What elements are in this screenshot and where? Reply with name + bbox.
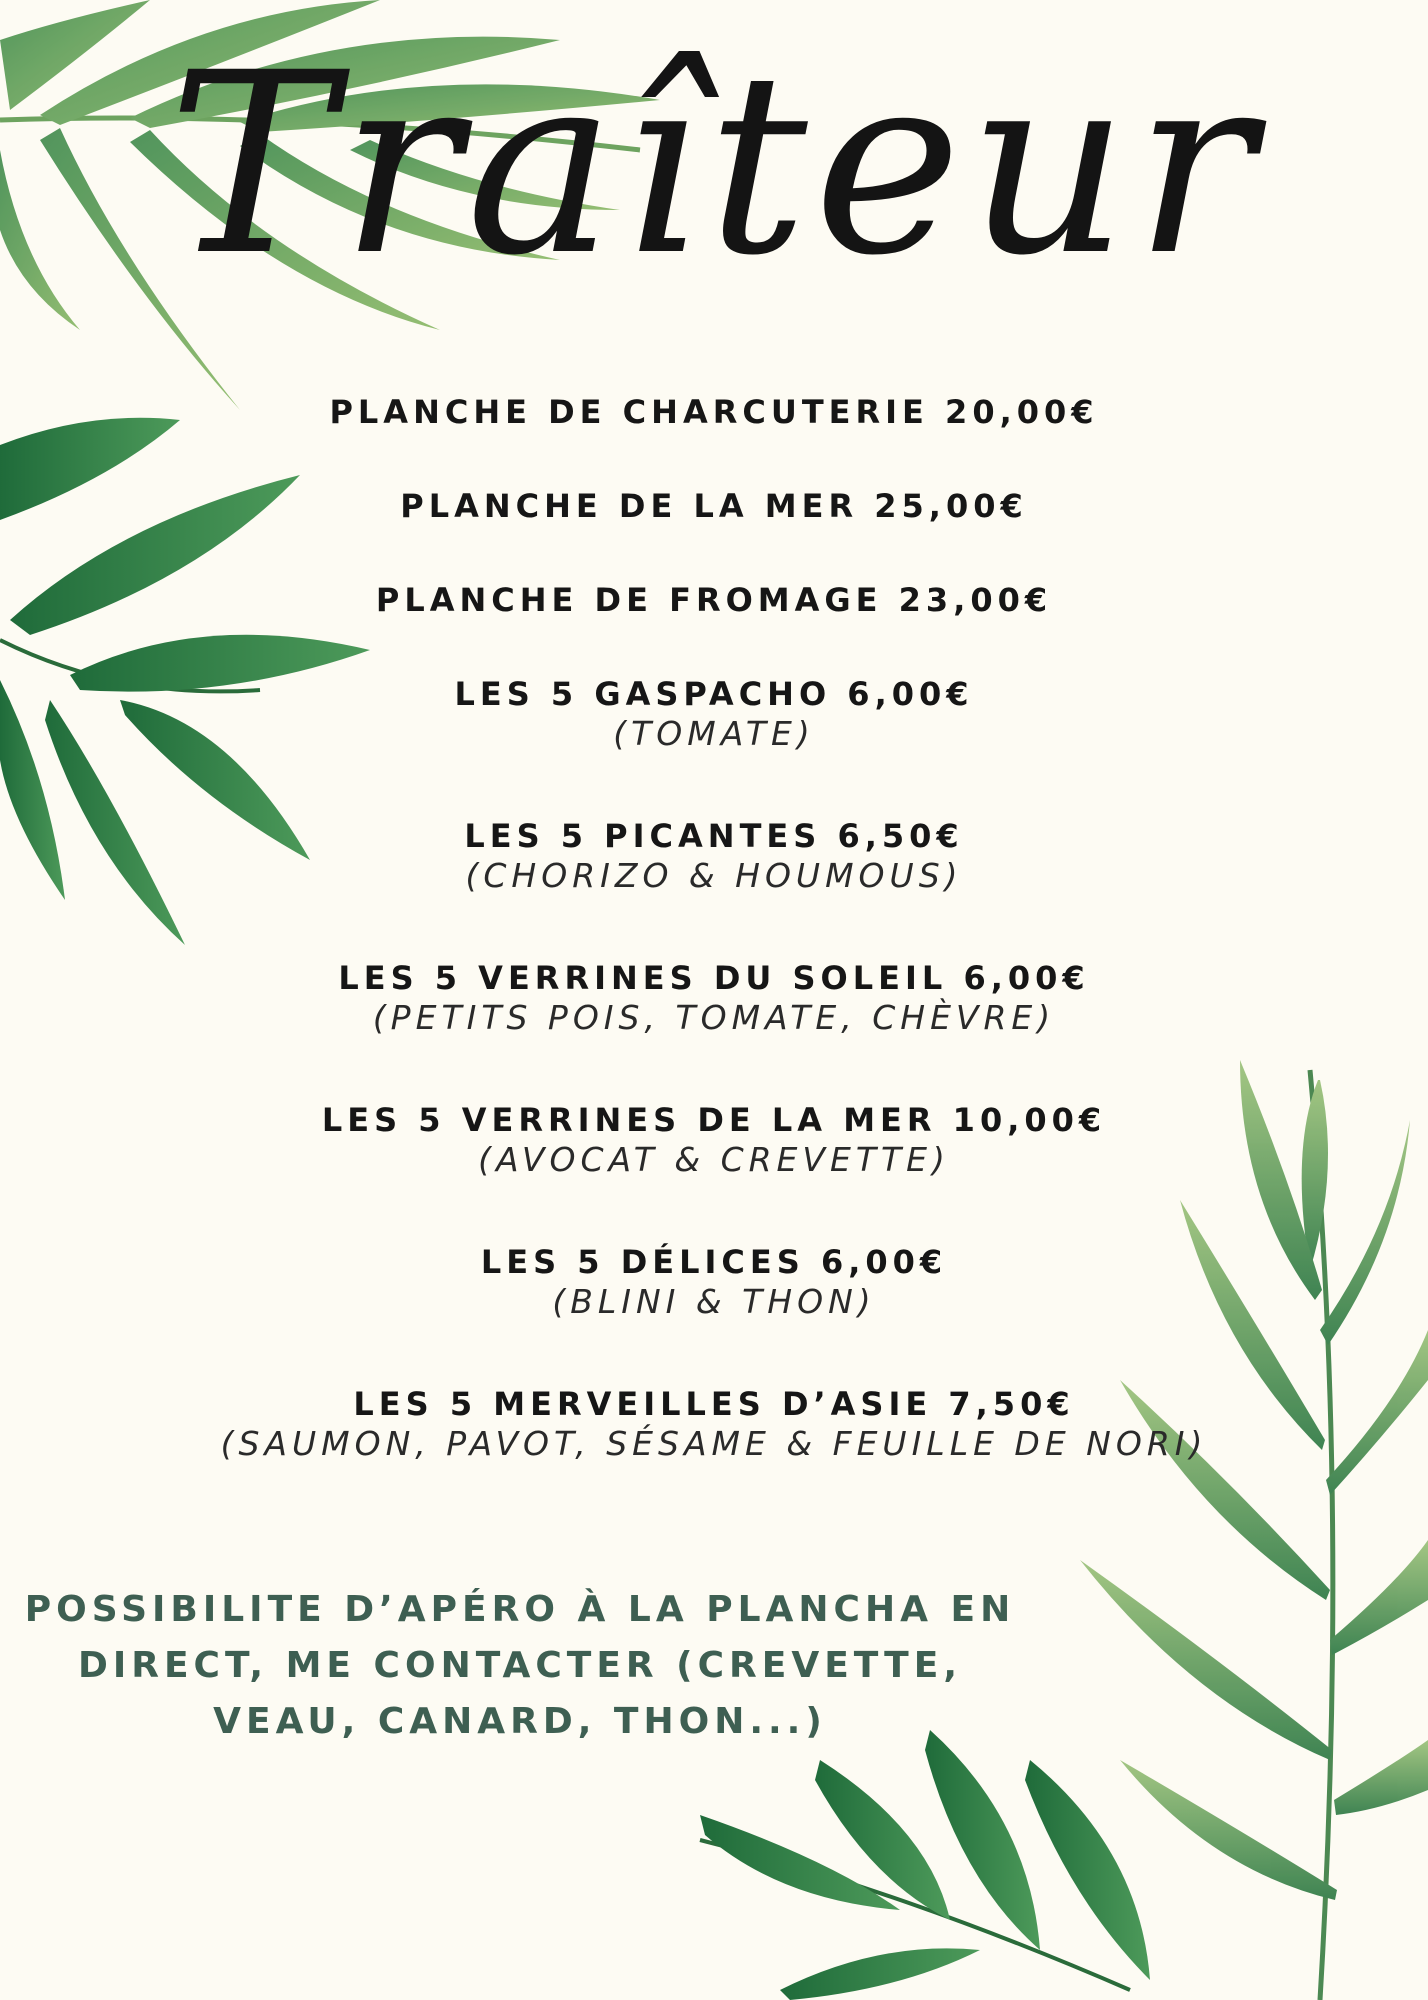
menu-item xyxy=(0,392,1428,432)
menu-item xyxy=(0,816,1428,896)
menu-item-name: LES 5 MERVEILLES D’ASIE 7,50€ xyxy=(353,1385,1075,1423)
menu-item-name: LES 5 PICANTES 6,50€ xyxy=(464,817,964,855)
menu-item-description: (TOMATE) xyxy=(613,714,815,753)
plancha-note-line: DIRECT, ME CONTACTER (CREVETTE, xyxy=(77,1645,963,1686)
menu-item xyxy=(0,1100,1428,1180)
menu-item xyxy=(0,674,1428,754)
menu-item-name: LES 5 VERRINES DE LA MER 10,00€ xyxy=(321,1101,1107,1139)
page-title: Traîteur xyxy=(167,19,1261,310)
menu-item-name: PLANCHE DE CHARCUTERIE 20,00€ xyxy=(329,393,1099,431)
leaf-branch-bottom xyxy=(700,1730,1150,2000)
menu-item xyxy=(0,486,1428,526)
menu-item-name: LES 5 VERRINES DU SOLEIL 6,00€ xyxy=(338,959,1090,997)
menu-item-name: PLANCHE DE FROMAGE 23,00€ xyxy=(375,581,1053,619)
menu-item-description: (BLINI & THON) xyxy=(552,1282,876,1321)
menu-item-name: LES 5 GASPACHO 6,00€ xyxy=(454,675,974,713)
menu-item-name: LES 5 DÉLICES 6,00€ xyxy=(480,1243,948,1281)
menu-item xyxy=(0,1384,1428,1464)
plancha-note-line: VEAU, CANARD, THON...) xyxy=(213,1701,827,1742)
menu-item xyxy=(0,958,1428,1038)
menu-item-description: (AVOCAT & CREVETTE) xyxy=(478,1140,950,1179)
menu-item-description: (CHORIZO & HOUMOUS) xyxy=(465,856,963,895)
menu-item xyxy=(0,580,1428,620)
menu-item-name: PLANCHE DE LA MER 25,00€ xyxy=(400,487,1028,525)
menu-item-description: (SAUMON, PAVOT, SÉSAME & FEUILLE DE NORI) xyxy=(220,1424,1208,1463)
menu-item-description: (PETITS POIS, TOMATE, CHÈVRE) xyxy=(372,998,1056,1037)
menu-list xyxy=(0,392,1428,1464)
plancha-note-line: POSSIBILITE D’APÉRO À LA PLANCHA EN xyxy=(24,1589,1016,1630)
plancha-note xyxy=(20,1582,1020,1750)
menu-item xyxy=(0,1242,1428,1322)
